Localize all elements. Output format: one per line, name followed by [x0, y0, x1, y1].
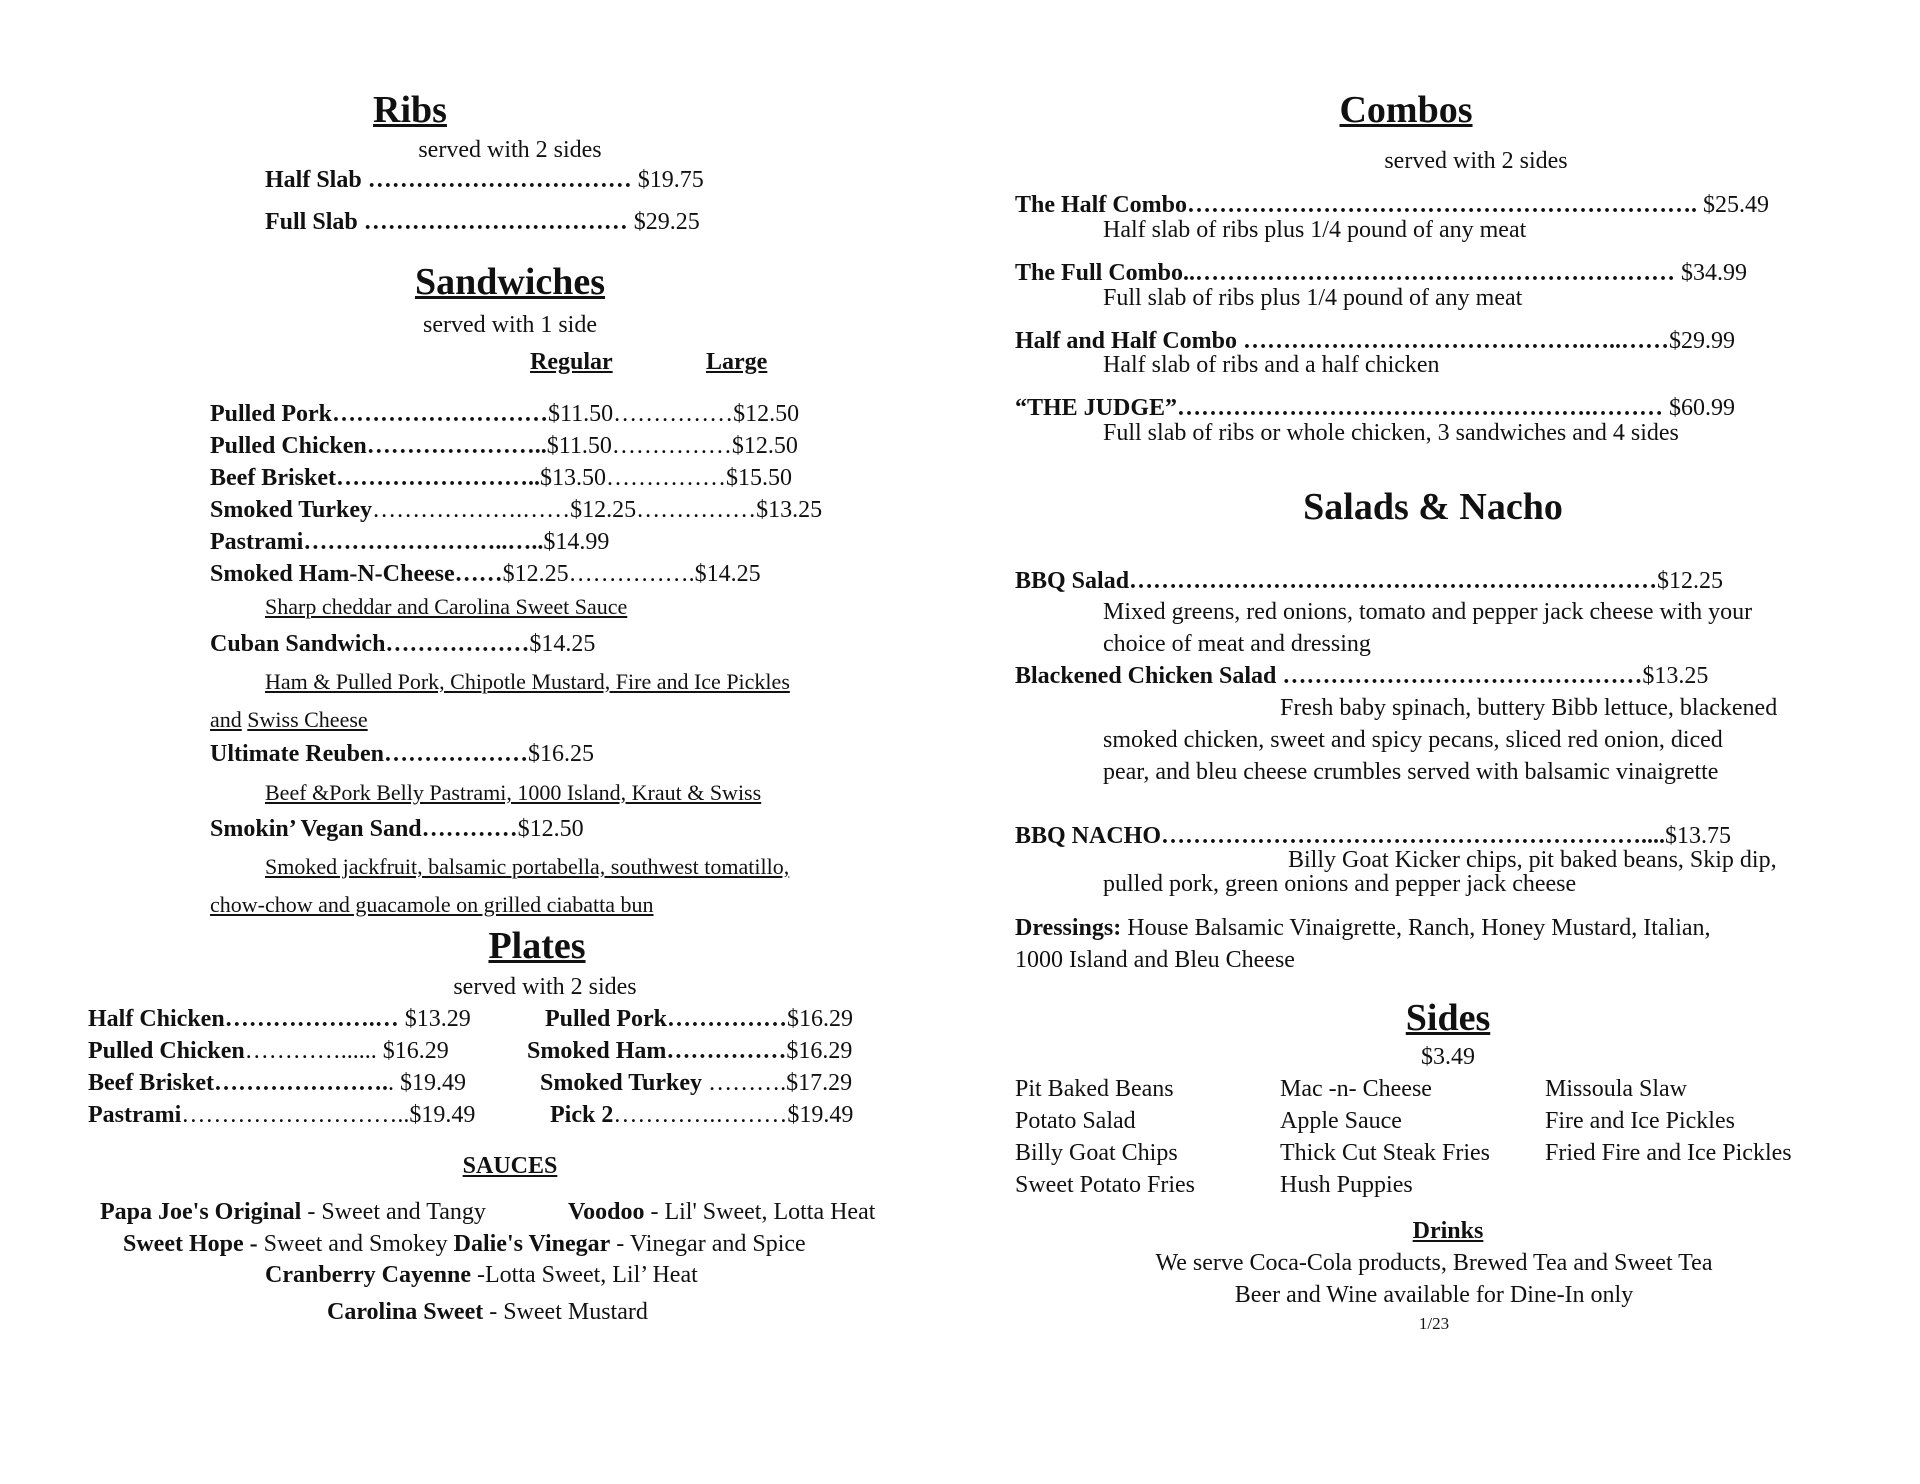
- item-description: pulled pork, green onions and pepper jack cheese: [1103, 871, 1577, 897]
- item-name: Smoked Turkey: [540, 1070, 703, 1096]
- sauce-name: Papa Joe's Original: [100, 1199, 302, 1225]
- leader-dots: ……………: [613, 401, 734, 427]
- menu-item-pulled-pork: [210, 400, 799, 429]
- column-header-regular: Regular: [530, 349, 613, 375]
- side-item: Apple Sauce: [1280, 1108, 1402, 1134]
- combos-heading: Combos: [1339, 89, 1473, 131]
- item-price: $19.49: [787, 1102, 854, 1128]
- leader-dots: ………………: [383, 741, 528, 767]
- sauce-line: [568, 1198, 875, 1227]
- leader-dots: ………….………: [613, 1102, 788, 1128]
- plate-item-pastrami: [88, 1101, 475, 1130]
- item-price: $16.29: [376, 1038, 449, 1064]
- item-description: Ham & Pulled Pork, Chipotle Mustard, Fire and Ice Pickles: [265, 669, 790, 694]
- plates-heading: Plates: [488, 925, 586, 967]
- item-name: Pulled Pork: [545, 1006, 668, 1032]
- item-description: Billy Goat Kicker chips, pit baked beans, Skip dip,: [1288, 847, 1777, 873]
- regular-price: $12.25: [502, 561, 569, 587]
- dressings-label: Dressings:: [1015, 915, 1122, 941]
- item-description: Mixed greens, red onions, tomato and pepper jack cheese with your: [1103, 599, 1753, 625]
- ribs-subtitle: served with 2 sides: [418, 137, 602, 163]
- sauce-description: Sweet and Smokey: [257, 1231, 454, 1257]
- item-name: Pulled Chicken: [210, 433, 367, 459]
- menu-item-ultimate-reuben: [210, 740, 594, 769]
- item-name: Pulled Pork: [210, 401, 333, 427]
- item-name: BBQ NACHO: [1015, 823, 1162, 849]
- item-price: $16.29: [786, 1038, 853, 1064]
- leader-dots: ……………………..…..: [303, 529, 544, 555]
- leader-dots: …………………………………….…..……: [1237, 328, 1670, 354]
- leader-dots: ……………: [611, 433, 732, 459]
- item-price: $25.49: [1697, 192, 1770, 218]
- item-price: $13.75: [1665, 823, 1732, 849]
- salad-item-blackened-chicken: [1015, 662, 1708, 691]
- leader-dots: ………………………: [332, 401, 549, 427]
- ribs-heading: Ribs: [373, 89, 447, 131]
- item-price: $29.99: [1669, 328, 1736, 354]
- description-part: Swiss Cheese: [247, 707, 368, 732]
- dressings-line: [1015, 914, 1711, 943]
- plate-item-half-chicken: [88, 1005, 471, 1034]
- salad-item-bbq: [1015, 567, 1723, 596]
- leader-dots: ……………: [605, 465, 726, 491]
- sides-heading: Sides: [1405, 997, 1491, 1039]
- item-price: $16.25: [527, 741, 594, 767]
- item-price: $17.29: [786, 1070, 853, 1096]
- side-item: Missoula Slaw: [1545, 1076, 1688, 1102]
- side-item: Potato Salad: [1015, 1108, 1136, 1134]
- side-item: Pit Baked Beans: [1015, 1076, 1174, 1102]
- item-name: Half Chicken: [88, 1006, 225, 1032]
- item-description: smoked chicken, sweet and spicy pecans, sliced red onion, diced: [1103, 727, 1723, 753]
- item-name: BBQ Salad: [1015, 568, 1130, 594]
- item-name: Blackened Chicken Salad: [1015, 663, 1277, 689]
- sauce-name: Sweet Hope -: [123, 1231, 258, 1257]
- menu-item-cuban-sandwich: [210, 630, 595, 659]
- side-item: Hush Puppies: [1280, 1172, 1413, 1198]
- leader-dots: ……: [454, 561, 503, 587]
- item-name: Pastrami: [88, 1102, 182, 1128]
- sauce-name: Voodoo: [568, 1199, 645, 1225]
- leader-dots: …………: [421, 816, 518, 842]
- sauce-line: [327, 1298, 648, 1327]
- plate-item-smoked-turkey: [540, 1069, 852, 1098]
- side-item: Thick Cut Steak Fries: [1280, 1140, 1490, 1166]
- item-price: $13.25: [1642, 663, 1709, 689]
- large-price: $12.50: [733, 401, 800, 427]
- leader-dots: …………………………………………………………: [1129, 568, 1658, 594]
- leader-dots: ……………………………: [361, 167, 632, 193]
- item-description: Full slab of ribs plus 1/4 pound of any meat: [1103, 285, 1523, 311]
- item-name: The Half Combo: [1015, 192, 1188, 218]
- plate-item-beef-brisket: [88, 1069, 466, 1098]
- item-description: Full slab of ribs or whole chicken, 3 sandwiches and 4 sides: [1103, 420, 1679, 446]
- sauce-line: [100, 1198, 486, 1227]
- regular-price: $14.99: [543, 529, 610, 555]
- item-description: Beef &Pork Belly Pastrami, 1000 Island, Kraut & Swiss: [265, 780, 762, 805]
- sandwiches-heading: Sandwiches: [414, 261, 606, 303]
- item-name: Beef Brisket: [210, 465, 336, 491]
- leader-dots: ………………: [385, 631, 530, 657]
- item-price: $13.29: [398, 1006, 471, 1032]
- leader-dots: ………………………………………: [1276, 663, 1643, 689]
- sauce-line: [123, 1230, 806, 1259]
- menu-item-beef-brisket: [210, 464, 792, 493]
- item-name: Half Slab: [265, 167, 362, 193]
- sauce-description: - Lil' Sweet, Lotta Heat: [644, 1199, 876, 1225]
- sauce-name: Carolina Sweet: [327, 1299, 484, 1325]
- large-price: $14.25: [694, 561, 761, 587]
- regular-price: $11.50: [548, 401, 614, 427]
- item-name: Beef Brisket: [88, 1070, 214, 1096]
- item-name: Pulled Chicken: [88, 1038, 245, 1064]
- leader-dots: …………………………………………….………: [1177, 395, 1664, 421]
- leader-dots: ……………: [666, 1038, 787, 1064]
- item-name: Pastrami: [210, 529, 304, 555]
- item-description: Smoked jackfruit, balsamic portabella, southwest tomatillo,: [265, 854, 790, 879]
- leader-dots: …………......: [244, 1038, 377, 1064]
- item-description: Sharp cheddar and Carolina Sweet Sauce: [265, 594, 628, 619]
- item-description: Half slab of ribs plus 1/4 pound of any meat: [1103, 217, 1527, 243]
- sides-price: $3.49: [1421, 1044, 1475, 1070]
- item-price: $29.25: [627, 209, 700, 235]
- item-price: $60.99: [1663, 395, 1736, 421]
- leader-dots: ……………………………: [357, 209, 628, 235]
- menu-item-pulled-chicken: [210, 432, 798, 461]
- salads-heading: Salads & Nacho: [1303, 486, 1563, 528]
- item-name: Cuban Sandwich: [210, 631, 386, 657]
- drinks-heading: Drinks: [1412, 1218, 1484, 1244]
- leader-dots: ……………………………………………………....: [1161, 823, 1666, 849]
- item-price: $14.25: [529, 631, 596, 657]
- item-price: $16.29: [787, 1006, 854, 1032]
- plates-subtitle: served with 2 sides: [453, 974, 637, 1000]
- dressings-list: House Balsamic Vinaigrette, Ranch, Honey Mustard, Italian,: [1121, 915, 1711, 941]
- leader-dots: ……….: [702, 1070, 787, 1096]
- item-description: [210, 707, 368, 733]
- menu-item-half-slab: [265, 166, 704, 195]
- sauce-name: Dalie's Vinegar: [453, 1231, 611, 1257]
- drinks-line: Beer and Wine available for Dine-In only: [1234, 1282, 1634, 1308]
- item-description: Fresh baby spinach, buttery Bibb lettuce, blackened: [1280, 695, 1778, 721]
- sauce-description: - Sweet Mustard: [483, 1299, 648, 1325]
- plate-item-pulled-chicken: [88, 1037, 449, 1066]
- item-name: “THE JUDGE”: [1015, 395, 1178, 421]
- plate-item-pick-2: [550, 1101, 853, 1130]
- item-name: Smoked Ham: [527, 1038, 667, 1064]
- description-part: and: [210, 707, 242, 732]
- item-name: Half and Half Combo: [1015, 328, 1238, 354]
- leader-dots: …………………..: [366, 433, 547, 459]
- menu-item-pastrami: [210, 528, 609, 557]
- item-name: Ultimate Reuben: [210, 741, 384, 767]
- item-name: Smokin’ Vegan Sand: [210, 816, 422, 842]
- sauce-description: -Lotta Sweet, Lil’ Heat: [470, 1262, 698, 1288]
- combos-subtitle: served with 2 sides: [1384, 148, 1568, 174]
- item-name: Smoked Turkey: [210, 497, 373, 523]
- item-name: Pick 2: [550, 1102, 614, 1128]
- item-description: choice of meat and dressing: [1103, 631, 1371, 657]
- side-item: Mac -n- Cheese: [1280, 1076, 1432, 1102]
- large-price: $13.25: [756, 497, 823, 523]
- side-item: Fire and Ice Pickles: [1545, 1108, 1735, 1134]
- leader-dots: …………….: [568, 561, 695, 587]
- sauce-name: Cranberry Cayenne: [265, 1262, 471, 1288]
- drinks-line: We serve Coca-Cola products, Brewed Tea and Sweet Tea: [1155, 1250, 1713, 1276]
- side-item: Sweet Potato Fries: [1015, 1172, 1195, 1198]
- large-price: $15.50: [725, 465, 792, 491]
- menu-item-smoked-ham-n-cheese: [210, 560, 761, 589]
- large-price: $12.50: [731, 433, 798, 459]
- leader-dots: .……………………………………………………: [1189, 260, 1676, 286]
- regular-price: $11.50: [546, 433, 612, 459]
- column-header-large: Large: [706, 349, 768, 375]
- leader-dots: ……………….……: [372, 497, 571, 523]
- dressings-list-cont: 1000 Island and Bleu Cheese: [1015, 947, 1295, 973]
- menu-item-full-slab: [265, 208, 700, 237]
- item-price: $19.75: [631, 167, 704, 193]
- item-price: . $19.49: [387, 1070, 466, 1096]
- leader-dots: ……………: [667, 1006, 788, 1032]
- item-description: Half slab of ribs and a half chicken: [1103, 352, 1440, 378]
- regular-price: $12.25: [570, 497, 637, 523]
- item-price: $12.50: [517, 816, 584, 842]
- leader-dots: ……………: [636, 497, 757, 523]
- sandwiches-subtitle: served with 1 side: [423, 312, 597, 338]
- item-price: $34.99: [1675, 260, 1748, 286]
- plate-item-smoked-ham: [527, 1037, 852, 1066]
- leader-dots: ……………………..: [335, 465, 540, 491]
- item-name: Smoked Ham-N-Cheese: [210, 561, 455, 587]
- side-item: Fried Fire and Ice Pickles: [1545, 1140, 1792, 1166]
- regular-price: $13.50: [539, 465, 606, 491]
- menu-item-smoked-turkey: [210, 496, 822, 525]
- leader-dots: ……………….…: [224, 1006, 399, 1032]
- leader-dots: ………………….: [213, 1070, 388, 1096]
- item-name: Full Slab: [265, 209, 358, 235]
- item-description: chow-chow and guacamole on grilled ciabatta bun: [210, 892, 654, 917]
- plate-item-pulled-pork: [545, 1005, 853, 1034]
- item-price: $19.49: [409, 1102, 476, 1128]
- menu-date: 1/23: [1418, 1314, 1450, 1333]
- item-price: $12.25: [1657, 568, 1724, 594]
- sauces-heading: SAUCES: [462, 1153, 558, 1179]
- item-name: The Full Combo.: [1015, 260, 1190, 286]
- leader-dots: ……………………………………………………….: [1187, 192, 1698, 218]
- sauce-line: [265, 1261, 698, 1290]
- sauce-description: - Vinegar and Spice: [610, 1231, 806, 1257]
- sauce-description: - Sweet and Tangy: [301, 1199, 486, 1225]
- item-description: pear, and bleu cheese crumbles served with balsamic vinaigrette: [1103, 759, 1719, 785]
- leader-dots: ………………………..: [181, 1102, 410, 1128]
- menu-item-smokin-vegan-sand: [210, 815, 584, 844]
- side-item: Billy Goat Chips: [1015, 1140, 1178, 1166]
